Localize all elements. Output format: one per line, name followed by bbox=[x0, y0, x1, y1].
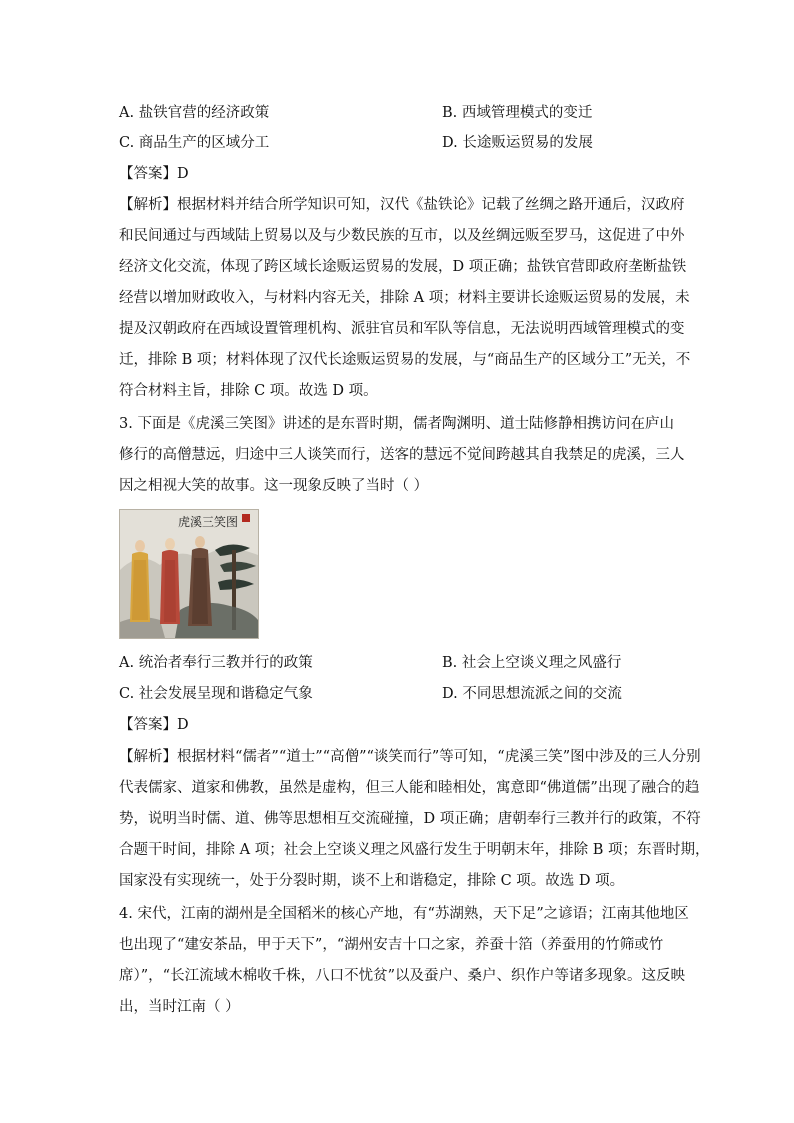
q3-stem-line: 因之相视大笑的故事。这一现象反映了当时（ ） bbox=[119, 478, 429, 494]
q2-analysis-line: 和民间通过与西域陆上贸易以及与少数民族的互市，以及丝绸远贩至罗马，这促进了中外 bbox=[119, 228, 685, 244]
q2-option-d: D. 长途贩运贸易的发展 bbox=[442, 135, 593, 151]
q3-analysis-line: 【解析】根据材料“儒者”“道士”“高僧”“谈笑而行”等可知，“虎溪三笑”图中涉及的三人分别 bbox=[119, 749, 701, 765]
hu-xi-san-xiao-painting bbox=[119, 509, 259, 639]
q3-analysis-line: 合题干时间，排除 A 项；社会上空谈义理之风盛行发生于明朝末年，排除 B 项；东晋时期， bbox=[119, 842, 710, 858]
q3-analysis-line: 代表儒家、道家和佛教，虽然是虚构，但三人能和睦相处，寓意即“佛道儒”出现了融合的趋 bbox=[119, 780, 700, 796]
q4-stem-line: 4. 宋代，江南的湖州是全国稻米的核心产地，有“苏湖熟，天下足”之谚语；江南其他地区 bbox=[119, 906, 689, 922]
q4-stem-line: 出，当时江南（ ） bbox=[119, 999, 240, 1015]
q2-option-c: C. 商品生产的区域分工 bbox=[119, 135, 270, 151]
q3-option-c: C. 社会发展呈现和谐稳定气象 bbox=[119, 686, 313, 702]
q2-analysis-line: 【解析】根据材料并结合所学知识可知，汉代《盐铁论》记载了丝绸之路开通后，汉政府 bbox=[119, 197, 685, 213]
q3-analysis-line: 国家没有实现统一，处于分裂时期，谈不上和谐稳定，排除 C 项。故选 D 项。 bbox=[119, 873, 625, 889]
q2-answer: 【答案】D bbox=[119, 166, 189, 182]
q2-analysis-line: 迁，排除 B 项；材料体现了汉代长途贩运贸易的发展，与“商品生产的区域分工”无关，不 bbox=[119, 352, 691, 368]
q2-analysis-line: 经营以增加财政收入，与材料内容无关，排除 A 项；材料主要讲长途贩运贸易的发展，未 bbox=[119, 290, 690, 306]
q3-answer: 【答案】D bbox=[119, 717, 189, 733]
q3-option-b: B. 社会上空谈义理之风盛行 bbox=[442, 655, 622, 671]
svg-text:虎溪三笑图: 虎溪三笑图 bbox=[178, 515, 239, 529]
q2-analysis-line: 提及汉朝政府在西域设置管理机构、派驻官员和军队等信息，无法说明西域管理模式的变 bbox=[119, 321, 685, 337]
q3-option-a: A. 统治者奉行三教并行的政策 bbox=[119, 655, 313, 671]
q2-option-b: B. 西域管理模式的变迁 bbox=[442, 105, 593, 121]
q2-option-a: A. 盐铁官营的经济政策 bbox=[119, 105, 270, 121]
q3-option-d: D. 不同思想流派之间的交流 bbox=[442, 686, 622, 702]
q4-stem-line: 席）”，“长江流域木棉收千株，八口不忧贫”以及蚕户、桑户、织作户等诸多现象。这反映 bbox=[119, 968, 685, 984]
q4-stem-line: 也出现了“建安茶品，甲于天下”，“湖州安吉十口之家，养蚕十箔（养蚕用的竹筛或竹 bbox=[119, 937, 664, 953]
q2-analysis-line: 符合材料主旨，排除 C 项。故选 D 项。 bbox=[119, 383, 378, 399]
q3-stem-line: 3. 下面是《虎溪三笑图》讲述的是东晋时期，儒者陶渊明、道士陆修静相携访问在庐山 bbox=[119, 416, 674, 432]
q3-analysis-line: 势，说明当时儒、道、佛等思想相互交流碰撞，D 项正确；唐朝奉行三教并行的政策，不符 bbox=[119, 811, 701, 827]
q2-analysis-line: 经济文化交流，体现了跨区域长途贩运贸易的发展，D 项正确；盐铁官营即政府垄断盐铁 bbox=[119, 259, 687, 275]
painting-illustration bbox=[120, 510, 258, 638]
q3-stem-line: 修行的高僧慧远，归途中三人谈笑而行，送客的慧远不觉间跨越其自我禁足的虎溪，三人 bbox=[119, 447, 685, 463]
